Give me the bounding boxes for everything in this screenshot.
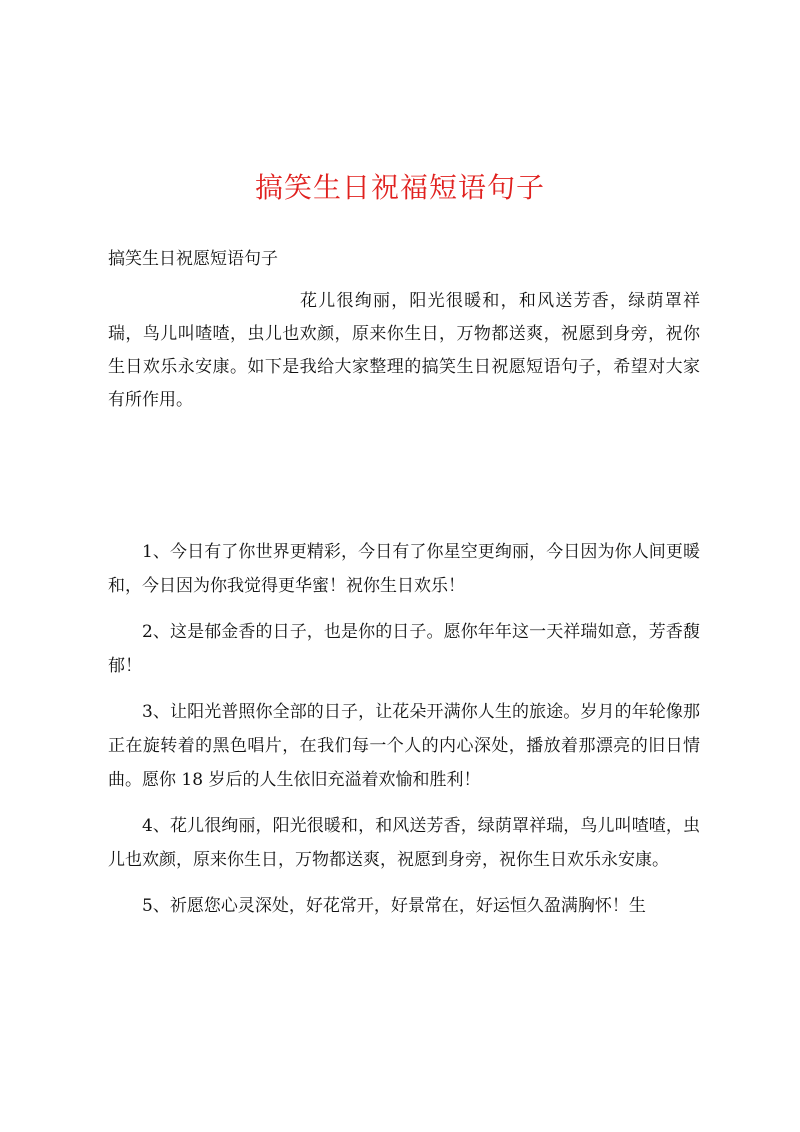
wish-item-5: 5、祈愿您心灵深处，好花常开，好景常在，好运恒久盈满胸怀！生 bbox=[142, 896, 646, 916]
wish-item-4: 4、花儿很绚丽，阳光很暖和，和风送芳香，绿荫罩祥瑞，鸟儿叫喳喳，虫儿也欢颜，原来你生日，万物都送爽，祝愿到身旁，祝你生日欢乐永安康。 bbox=[108, 816, 700, 870]
page-title: 搞笑生日祝福短语句子 bbox=[254, 171, 545, 204]
wish-item-3: 3、让阳光普照你全部的日子，让花朵开满你人生的旅途。岁月的年轮像那正在旋转着的黑色唱片，在我们每一个人的内心深处，播放着那漂亮的旧日情曲。愿你 18 岁后的人生依旧充溢着欢愉和胜利！ bbox=[108, 702, 700, 790]
intro-paragraph: 花儿很绚丽，阳光很暖和，和风送芳香，绿荫罩祥瑞，鸟儿叫喳喳，虫儿也欢颜，原来你生日，万物都送爽，祝愿到身旁，祝你生日欢乐永安康。如下是我给大家整理的搞笑生日祝愿短语句子，希望对大家有所作用。 bbox=[108, 291, 700, 410]
wish-item-1: 1、今日有了你世界更精彩，今日有了你星空更绚丽，今日因为你人间更暖和，今日因为你我觉得更华蜜！祝你生日欢乐！ bbox=[108, 542, 700, 596]
subtitle: 搞笑生日祝愿短语句子 bbox=[108, 249, 278, 269]
wish-list bbox=[108, 535, 700, 935]
wish-item-2: 2、这是郁金香的日子，也是你的日子。愿你年年这一天祥瑞如意，芳香馥郁！ bbox=[108, 622, 700, 676]
